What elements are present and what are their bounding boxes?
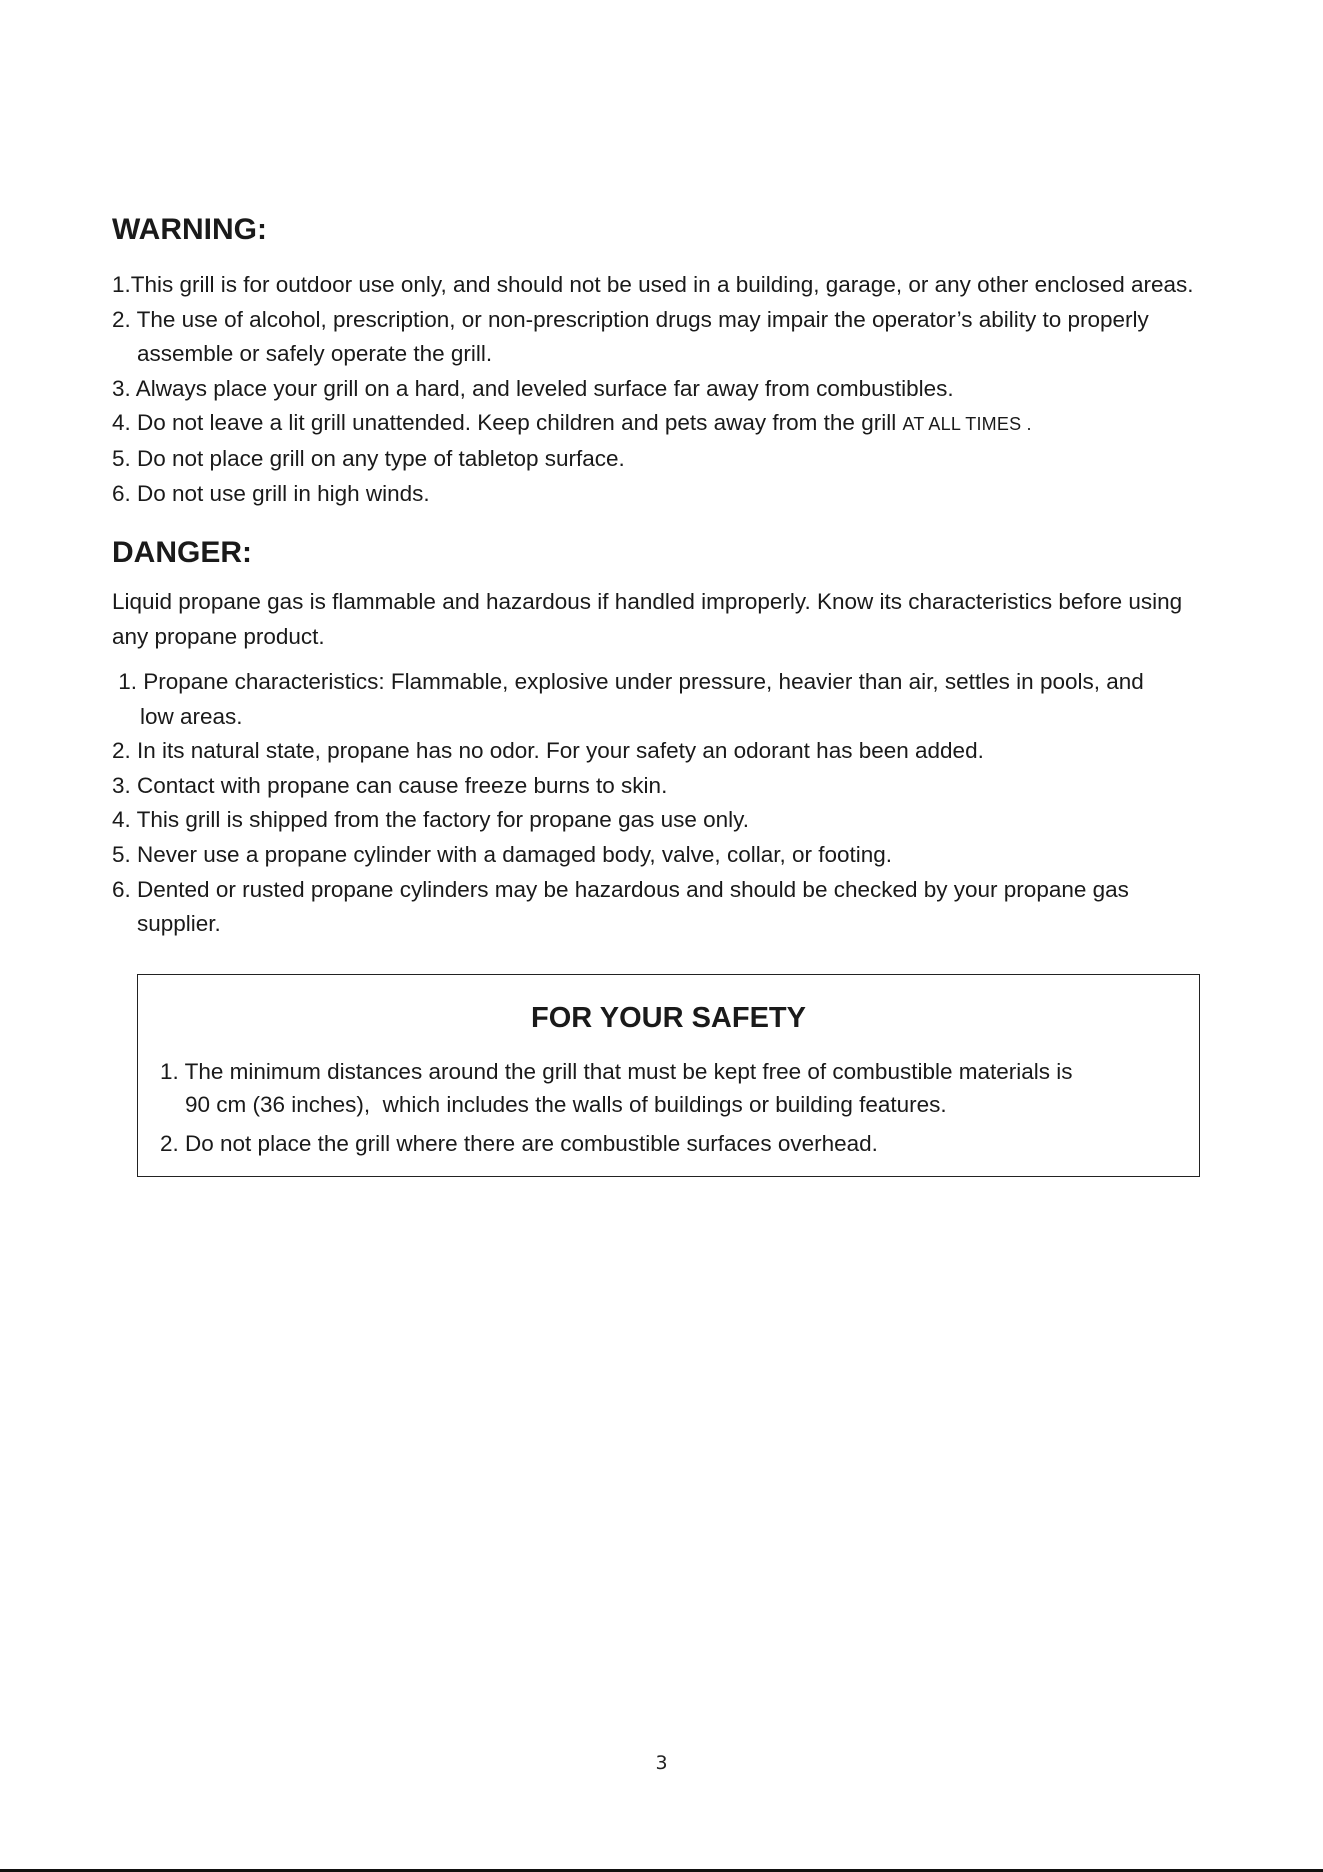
danger-intro-line-2: any propane product.: [112, 623, 325, 649]
danger-item-3: 3. Contact with propane can cause freeze burns to skin.: [112, 772, 668, 798]
safety-item-1: 1. The minimum distances around the grill that must be kept free of combustible materials is: [160, 1059, 1073, 1084]
warning-item-1: 1.This grill is for outdoor use only, and should not be used in a building, garage, or any other enclosed areas.: [112, 272, 1194, 297]
safety-item-2: 2. Do not place the grill where there are combustible surfaces overhead.: [160, 1131, 878, 1156]
danger-intro-line-1: Liquid propane gas is flammable and hazardous if handled improperly. Know its characteristics before using: [112, 589, 1183, 614]
warning-item-4-text: 4. Do not leave a lit grill unattended. Keep children and pets away from the grill: [112, 410, 897, 436]
warning-item-4-emphasis: AT ALL TIMES .: [902, 414, 1032, 435]
safety-item-1-continued: 90 cm (36 inches), which includes the walls of buildings or building features.: [185, 1092, 947, 1117]
page-number: 3: [655, 1752, 668, 1774]
safety-box: [137, 974, 1200, 1177]
warning-heading: WARNING:: [112, 213, 267, 246]
danger-item-6: 6. Dented or rusted propane cylinders may be hazardous and should be checked by your propane gas: [112, 876, 1129, 902]
danger-item-6-continued: supplier.: [137, 911, 221, 937]
warning-item-2-continued: assemble or safely operate the grill.: [137, 341, 493, 367]
safety-title: FOR YOUR SAFETY: [531, 1002, 806, 1034]
warning-item-5: 5. Do not place grill on any type of tabletop surface.: [112, 445, 625, 471]
warning-item-6: 6. Do not use grill in high winds.: [112, 480, 430, 506]
danger-item-4: 4. This grill is shipped from the factory for propane gas use only.: [112, 807, 749, 833]
danger-list: [112, 665, 1242, 942]
warning-item-2: 2. The use of alcohol, prescription, or non-prescription drugs may impair the operator’s ability to properly: [112, 306, 1149, 332]
danger-item-5: 5. Never use a propane cylinder with a damaged body, valve, collar, or footing.: [112, 841, 893, 867]
danger-item-2: 2. In its natural state, propane has no odor. For your safety an odorant has been added.: [112, 738, 984, 764]
danger-item-1: 1. Propane characteristics: Flammable, explosive under pressure, heavier than air, settles in pools, and: [112, 669, 1144, 694]
safety-list: [160, 1055, 1073, 1160]
danger-heading: DANGER:: [112, 536, 252, 569]
warning-list: [112, 268, 1242, 511]
danger-item-1-continued: low areas.: [140, 703, 243, 729]
danger-intro: [112, 585, 1242, 654]
warning-item-3: 3. Always place your grill on a hard, and leveled surface far away from combustibles.: [112, 375, 954, 401]
warning-item-4: [112, 406, 1242, 442]
